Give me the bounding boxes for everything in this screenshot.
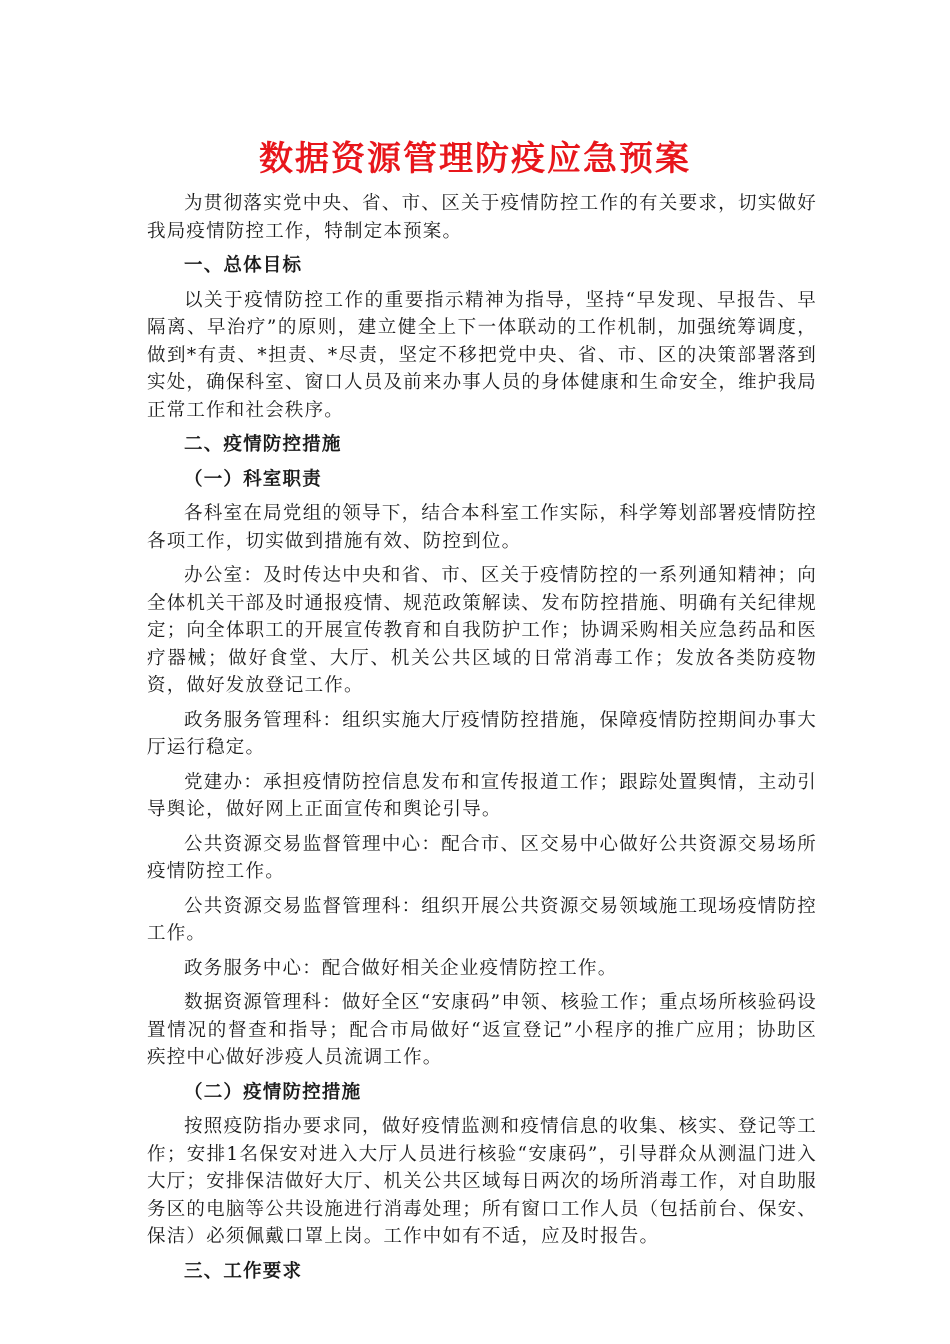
document-body: [147, 190, 817, 1292]
paragraph-departments: 各科室在局党组的领导下，结合本科室工作实际，科学筹划部署疫情防控各项工作，切实做到措施有效、防控到位。: [147, 503, 817, 552]
paragraph-data-resources-section: 数据资源管理科：做好全区“安康码”申领、核验工作；重点场所核验码设置情况的督查和指导；配合市局做好“返宣登记”小程序的推广应用；协助区疾控中心做好涉疫人员流调工作。: [147, 992, 817, 1068]
heading-section-2: 二、疫情防控措施: [184, 434, 342, 455]
paragraph-party-office: 党建办：承担疫情防控信息发布和宣传报道工作；跟踪处置舆情，主动引导舆论，做好网上正面宣传和舆论引导。: [147, 771, 817, 820]
heading-section-3: 三、工作要求: [184, 1260, 303, 1282]
paragraph-government-services-section: 政务服务管理科：组织实施大厅疫情防控措施，保障疫情防控期间办事大厅运行稳定。: [147, 709, 817, 758]
paragraph-service-center: 政务服务中心：配合做好相关企业疫情防控工作。: [184, 957, 618, 979]
paragraph-trading-section: 公共资源交易监督管理科：组织开展公共资源交易领域施工现场疫情防控工作。: [147, 895, 817, 944]
paragraph-intro: 为贯彻落实党中央、省、市、区关于疫情防控工作的有关要求，切实做好我局疫情防控工作，特制定本预案。: [147, 193, 817, 242]
heading-section-1: 一、总体目标: [184, 255, 303, 276]
paragraph-office: 办公室：及时传达中央和省、市、区关于疫情防控的一系列通知精神；向全体机关干部及时通报疫情、规范政策解读、发布防控措施、明确有关纪律规定；向全体职工的开展宣传教育和自我防护工作；协调采购相关应急药品和医疗器械；做好食堂、大厅、机关公共区域的日常消毒工作；发放各类防疫物资，做好发放登记工作。: [147, 565, 817, 696]
paragraph-overall-goal: 以关于疫情防控工作的重要指示精神为指导，坚持“早发现、早报告、早隔离、早治疗”的原则，建立健全上下一体联动的工作机制，加强统筹调度，做到*有责、*担责、*尽责，坚定不移把党中央、省、市、区的决策部署落到实处，确保科室、窗口人员及前来办事人员的身体健康和生命安全，维护我局正常工作和社会秩序。: [147, 289, 817, 421]
paragraph-trading-center: 公共资源交易监督管理中心：配合市、区交易中心做好公共资源交易场所疫情防控工作。: [147, 833, 817, 882]
heading-subsection-2: （二）疫情防控措施: [184, 1081, 362, 1103]
heading-subsection-1: （一）科室职责: [184, 468, 322, 490]
document-title: 数据资源管理防疫应急预案: [259, 139, 691, 179]
paragraph-measures: 按照疫防指办要求同，做好疫情监测和疫情信息的收集、核实、登记等工作；安排1名保安对进入大厅人员进行核验“安康码”，引导群众从测温门进入大厅；安排保洁做好大厅、机关公共区域每日两次的场所消毒工作，对自助服务区的电脑等公共设施进行消毒处理；所有窗口工作人员（包括前台、保安、保洁）必须佩戴口罩上岗。工作中如有不适，应及时报告。: [147, 1116, 817, 1247]
